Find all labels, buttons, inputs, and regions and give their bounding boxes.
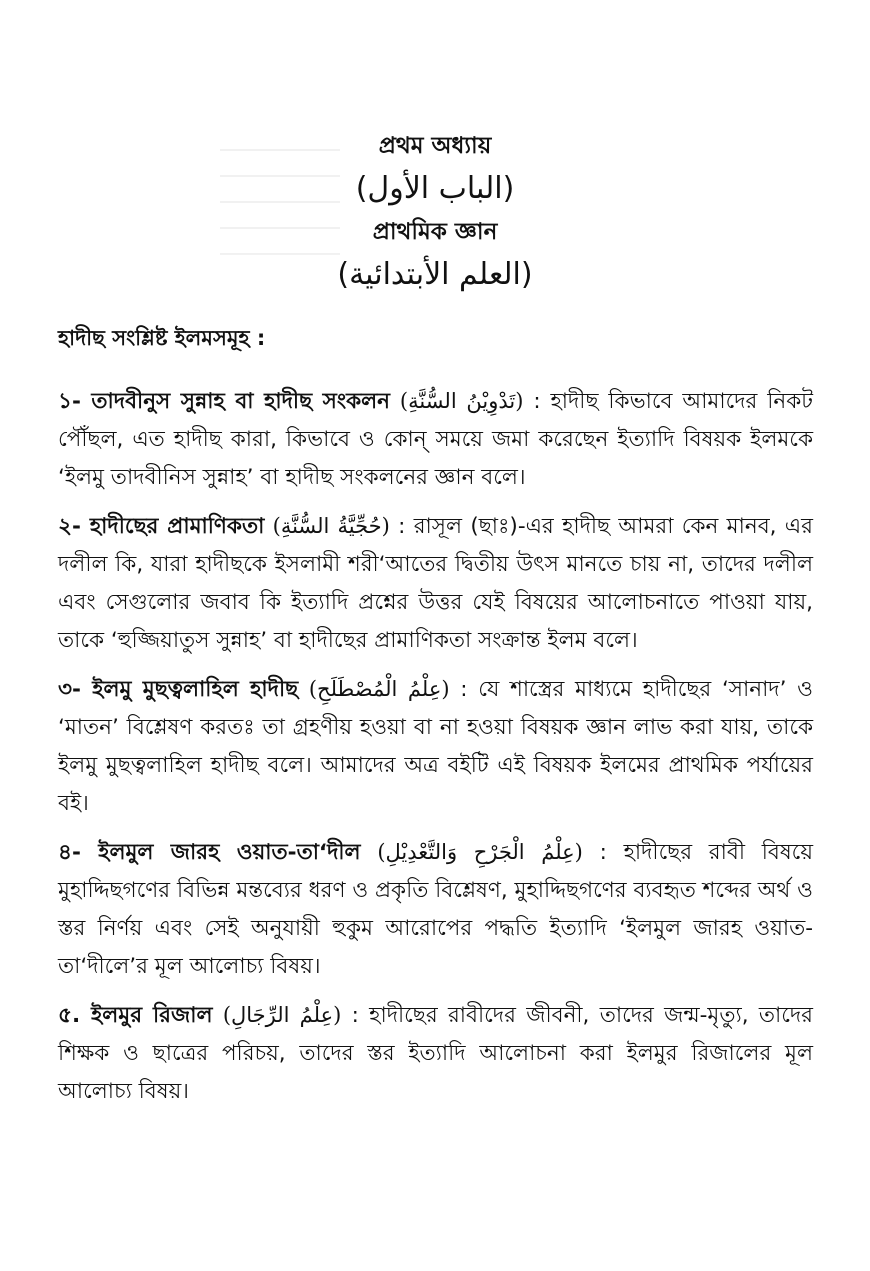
subject-title-bengali: প্রাথমিক জ্ঞান (372, 219, 498, 245)
list-item (58, 833, 813, 986)
item-arabic-term: (حُجِّيَّةُ السُّنَّةِ) (272, 514, 390, 538)
list-item (58, 996, 813, 1111)
item-arabic-term: (عِلْمُ الْمُصْطَلَحِ) (308, 677, 450, 701)
item-arabic-term: (عِلْمُ الرِّجَالِ) (222, 1003, 342, 1027)
item-term: ৫. ইলমুর রিজাল (58, 1003, 213, 1028)
chapter-title-bengali: প্রথম অধ্যায় (378, 133, 492, 159)
item-description: : হাদীছ কিভাবে আমাদের নিকট পৌঁছল, এত হাদীছ কারা, কিভাবে ও কোন্ সময়ে জমা করেছেন ইত্যাদি বিষয়ক ইলমকে ‘ইলমু তাদবীনিস সুন্নাহ’ বা হাদীছ সংকলনের জ্ঞান বলে। (58, 389, 813, 490)
main-content (58, 320, 813, 1121)
item-description: : হাদীছের রাবী বিষয়ে মুহাদ্দিছগণের বিভিন্ন মন্তব্যের ধরণ ও প্রকৃতি বিশ্লেষণ, মুহাদ্দিছগণের ব্যবহৃত শব্দের অর্থ ও স্তর নির্ণয় এবং সেই অনুযায়ী হুকুম আরোপের পদ্ধতি ইত্যাদি ‘ইলমুল জারহ ওয়াত-তা‘দীলে’র মূল আলোচ্য বিষয়। (58, 840, 813, 979)
item-arabic-term: (عِلْمُ الْجَرْحِ وَالتَّعْدِيْلِ) (377, 840, 583, 864)
chapter-header (0, 128, 870, 300)
list-item (58, 507, 813, 660)
item-description: : হাদীছের রাবীদের জীবনী, তাদের জন্ম-মৃত্যু, তাদের শিক্ষক ও ছাত্রের পরিচয়, তাদের স্তর ইত্যাদি আলোচনা করা ইলমুর রিজালের মূল আলোচ্য বিষয়। (58, 1003, 813, 1104)
item-description: : যে শাস্ত্রের মাধ্যমে হাদীছের ‘সানাদ’ ও ‘মাতন’ বিশ্লেষণ করতঃ তা গ্রহণীয় হওয়া বা না হওয়া বিষয়ক জ্ঞান লাভ করা যায়, তাকে ইলমু মুছত্বলাহিল হাদীছ বলে। আমাদের অত্র বইটি এই বিষয়ক ইলমের প্রাথমিক পর্যায়ের বই। (58, 677, 813, 816)
item-term: ৩- ইলমু মুছত্বলাহিল হাদীছ (58, 677, 299, 702)
item-term: ১- তাদবীনুস সুন্নাহ বা হাদীছ সংকলন (58, 389, 390, 414)
subject-title-arabic: (العلم الأبتدائية) (337, 257, 533, 292)
item-arabic-term: (تَدْوِيْنُ السُّنَّةِ) (399, 389, 524, 413)
list-item (58, 382, 813, 497)
item-description: : রাসূল (ছাঃ)-এর হাদীছ আমরা কেন মানব, এর দলীল কি, যারা হাদীছকে ইসলামী শরী‘আতের দ্বিতীয় উৎস মানতে চায় না, তাদের দলীল এবং সেগুলোর জবাব কি ইত্যাদি প্রশ্নের উত্তর যেই বিষয়ের আলোচনাতে পাওয়া যায়, তাকে ‘হুজ্জিয়াতুস সুন্নাহ’ বা হাদীছের প্রামাণিকতা সংক্রান্ত ইলম বলে। (58, 514, 813, 653)
section-heading: হাদীছ সংশ্লিষ্ট ইলমসমূহ : (58, 326, 266, 350)
list-item (58, 670, 813, 823)
chapter-title-arabic: (الباب الأول) (355, 171, 515, 206)
item-term: ২- হাদীছের প্রামাণিকতা (58, 514, 265, 539)
item-term: ৪- ইলমুল জারহ ওয়াত-তা‘দীল (58, 840, 361, 865)
